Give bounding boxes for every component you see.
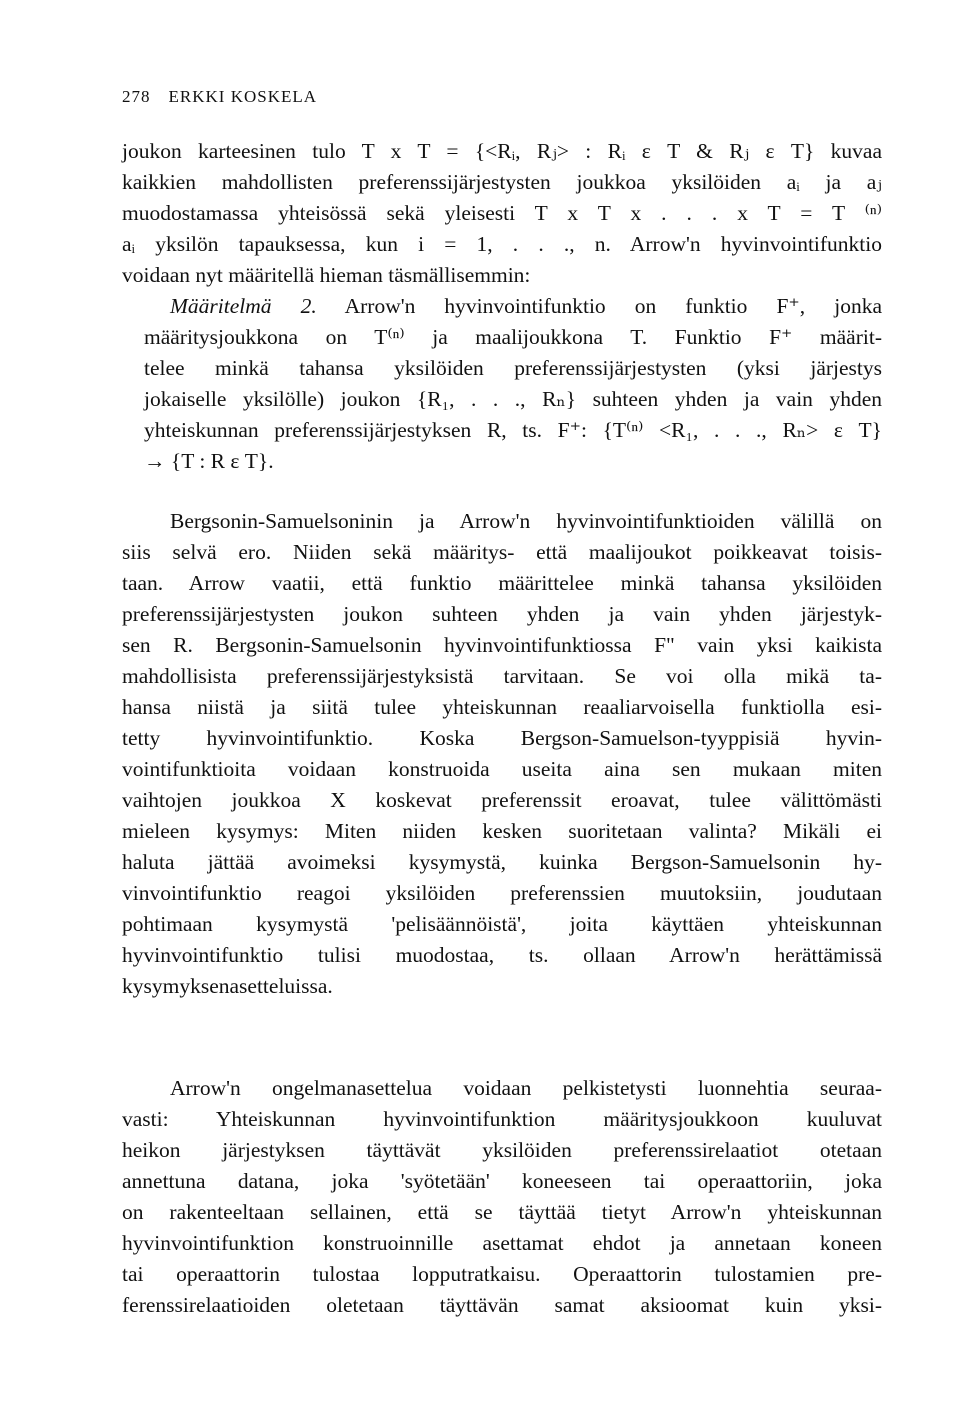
text-line: kysymyksenasetteluissa. — [122, 974, 333, 998]
text-line: preferenssijärjestysten joukon suhteen yhden ja vain yhden järjestyk- — [122, 602, 882, 626]
text-line: heikon järjestyksen täyttävät yksilöiden preferenssirelaatiot otetaan — [122, 1138, 882, 1162]
text-line: muodostamassa yhteisössä sekä yleisesti T x T x . . . x T = T ⁽ⁿ⁾ — [122, 201, 882, 225]
paragraph-3 — [122, 1073, 882, 1321]
text-line: joukon karteesinen tulo T x T = {<Rᵢ, Rⱼ> : Rᵢ ε T & Rⱼ ε T} kuvaa — [122, 139, 882, 163]
text-line: vasti: Yhteiskunnan hyvinvointifunktion määritysjoukkoon kuuluvat — [122, 1107, 882, 1131]
text-line: annettuna datana, joka 'syötetään' koneeseen tai operaattoriin, joka — [122, 1169, 882, 1193]
text-line: tetty hyvinvointifunktio. Koska Bergson-Samuelson-tyyppisiä hyvin- — [122, 726, 882, 750]
text-line: aᵢ yksilön tapauksessa, kun i = 1, . . ., n. Arrow'n hyvinvointifunktio — [122, 232, 882, 256]
text-line: telee minkä tahansa yksilöiden preferenssijärjestysten (yksi järjestys — [144, 356, 882, 380]
text-line: vinvointifunktio reagoi yksilöiden preferenssien muutoksiin, joudutaan — [122, 881, 882, 905]
definition-block — [122, 291, 882, 477]
text-line: määritysjoukkona on T⁽ⁿ⁾ ja maalijoukkona T. Funktio F⁺ määrit- — [144, 325, 882, 349]
page-number: 278 — [122, 87, 151, 106]
text-line: voidaan nyt määritellä hieman täsmällisemmin: — [122, 263, 531, 287]
paragraph-2 — [122, 506, 882, 1002]
text-line: hyvinvointifunktio tulisi muodostaa, ts. ollaan Arrow'n herättämissä — [122, 943, 882, 967]
text-line: Bergsonin-Samuelsoninin ja Arrow'n hyvinvointifunktioiden välillä on — [170, 509, 882, 533]
text-line: ferenssirelaatioiden oletetaan täyttävän samat aksioomat kuin yksi- — [122, 1293, 882, 1317]
text-line: sen R. Bergsonin-Samuelsonin hyvinvointifunktiossa F" vain yksi kaikista — [122, 633, 882, 657]
text-line: haluta jättää avoimeksi kysymystä, kuinka Bergson-Samuelsonin hy- — [122, 850, 882, 874]
text-line: siis selvä ero. Niiden sekä määritys- että maalijoukot poikkeavat toisis- — [122, 540, 882, 564]
paragraph-1 — [122, 136, 882, 477]
text-line: Arrow'n hyvinvointifunktio on funktio F⁺, jonka — [344, 294, 882, 318]
text-line: pohtimaan kysymystä 'pelisäännöistä', joita käyttäen yhteiskunnan — [122, 912, 882, 936]
text-line: hyvinvointifunktion konstruoinnille asettamat ehdot ja annetaan koneen — [122, 1231, 882, 1255]
text-line: tai operaattorin tulostaa lopputratkaisu. Operaattorin tulostamien pre- — [122, 1262, 882, 1286]
text-line: mieleen kysymys: Miten niiden kesken suoritetaan valinta? Mikäli ei — [122, 819, 882, 843]
text-line: kaikkien mahdollisten preferenssijärjestysten joukkoa yksilöiden aᵢ ja aⱼ — [122, 170, 882, 194]
text-line: hansa niistä ja siitä tulee yhteiskunnan reaaliarvoisella funktiolla esi- — [122, 695, 882, 719]
running-header — [122, 87, 317, 107]
text-line: taan. Arrow vaatii, että funktio määrittelee minkä tahansa yksilöiden — [122, 571, 882, 595]
text-line: mahdollisista preferenssijärjestyksistä tarvitaan. Se voi olla mikä ta- — [122, 664, 882, 688]
text-line: yhteiskunnan preferenssijärjestyksen R, ts. F⁺: {T⁽ⁿ⁾ <R₁, . . ., Rₙ> ε T} — [144, 418, 882, 442]
text-line: vointifunktioita voidaan konstruoida useita aina sen mukaan miten — [122, 757, 882, 781]
text-line: vaihtojen joukkoa X koskevat preferenssit eroavat, tulee välittömästi — [122, 788, 882, 812]
text-line: on rakenteeltaan sellainen, että se täyttää tietyt Arrow'n yhteiskunnan — [122, 1200, 882, 1224]
definition-first-line — [122, 291, 882, 322]
text-line: jokaiselle yksilölle) joukon {R₁, . . ., Rₙ} suhteen yhden ja vain yhden — [144, 387, 882, 411]
text-line: → {T : R ε T}. — [144, 449, 274, 473]
author-name: ERKKI KOSKELA — [168, 87, 318, 106]
definition-label: Määritelmä 2. — [170, 294, 317, 318]
text-line: Arrow'n ongelmanasettelua voidaan pelkistetysti luonnehtia seuraa- — [170, 1076, 882, 1100]
